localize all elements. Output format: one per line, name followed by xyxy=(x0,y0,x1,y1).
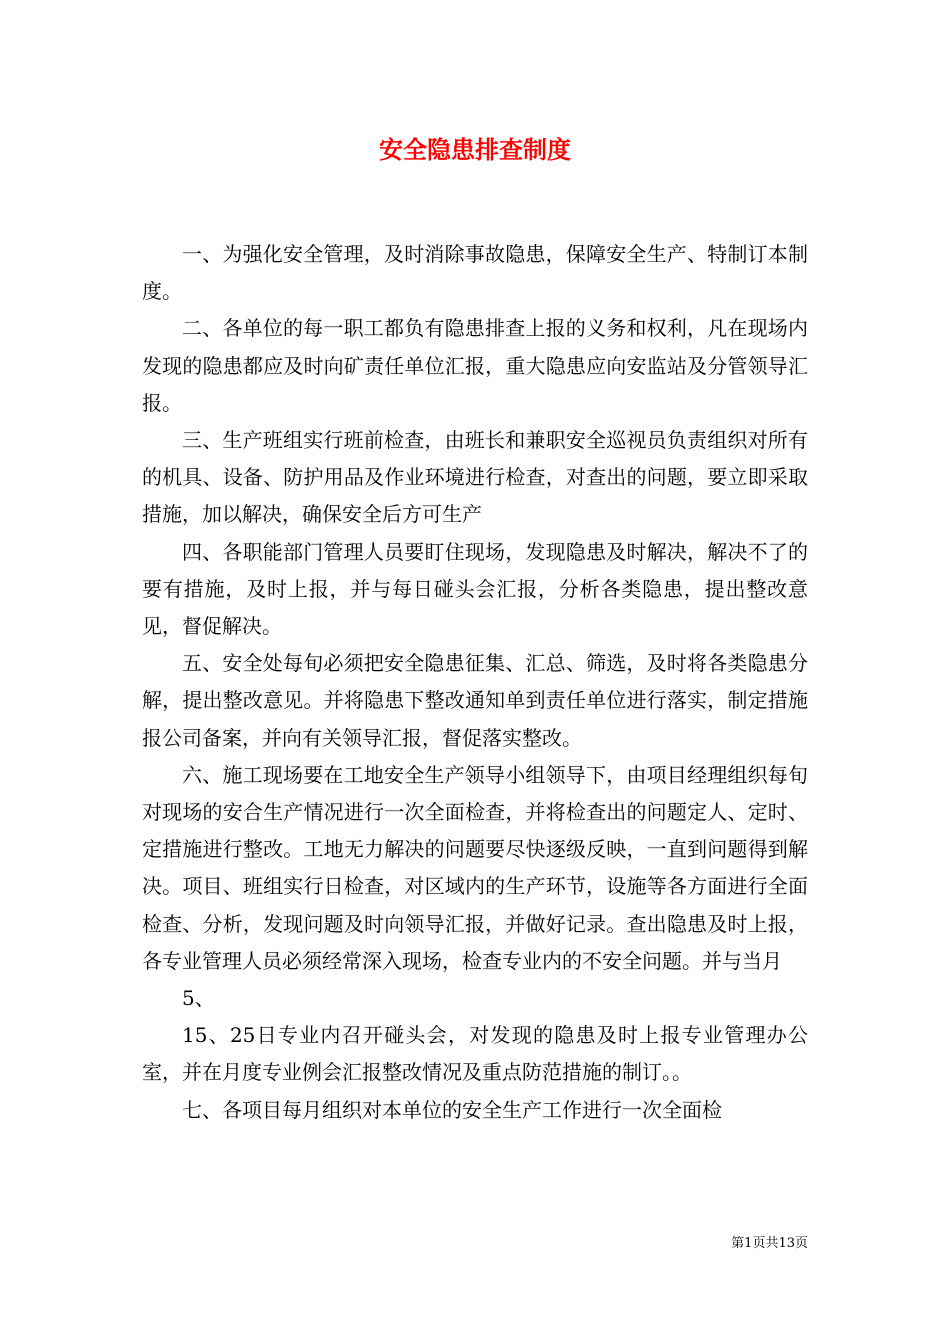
paragraph-8: 15、25日专业内召开碰头会，对发现的隐患及时上报专业管理办公室，并在月度专业例会汇报整改情况及重点防范措施的制订。。 xyxy=(142,1023,808,1085)
paragraph-6: 六、施工现场要在工地安全生产领导小组领导下，由项目经理组织每旬对现场的安合生产情况进行一次全面检查，并将检查出的问题定人、定时、定措施进行整改。工地无力解决的问题要尽快逐级反映，一直到问题得到解决。项目、班组实行日检查，对区域内的生产环节，设施等各方面进行全面检查、分析，发现问题及时向领导汇报，并做好记录。查出隐患及时上报，各专业管理人员必须经常深入现场，检查专业内的不安全问题。并与当月 xyxy=(142,762,808,973)
paragraph-1: 一、为强化安全管理，及时消除事故隐患，保障安全生产、特制订本制度。 xyxy=(142,242,808,304)
paragraph-4: 四、各职能部门管理人员要盯住现场，发现隐患及时解决，解决不了的要有措施，及时上报，并与每日碰头会汇报，分析各类隐患，提出整改意见，督促解决。 xyxy=(142,539,808,639)
paragraph-7: 5、 xyxy=(182,986,215,1011)
paragraph-2: 二、各单位的每一职工都负有隐患排查上报的义务和权利，凡在现场内发现的隐患都应及时向矿责任单位汇报，重大隐患应向安监站及分管领导汇报。 xyxy=(142,316,808,415)
paragraph-5: 五、安全处每旬必须把安全隐患征集、汇总、筛选，及时将各类隐患分解，提出整改意见。并将隐患下整改通知单到责任单位进行落实，制定措施报公司备案，并向有关领导汇报，督促落实整改。 xyxy=(142,651,808,750)
paragraph-9: 七、各项目每月组织对本单位的安全生产工作进行一次全面检 xyxy=(182,1097,722,1122)
paragraph-3: 三、生产班组实行班前检查，由班长和兼职安全巡视员负责组织对所有的机具、设备、防护用品及作业环境进行检查，对查出的问题，要立即采取措施，加以解决，确保安全后方可生产 xyxy=(142,428,808,527)
document-body xyxy=(142,236,808,1129)
document-title: 安全隐患排查制度 xyxy=(379,135,571,164)
page-number-footer: 第1页共13页 xyxy=(731,1236,808,1251)
